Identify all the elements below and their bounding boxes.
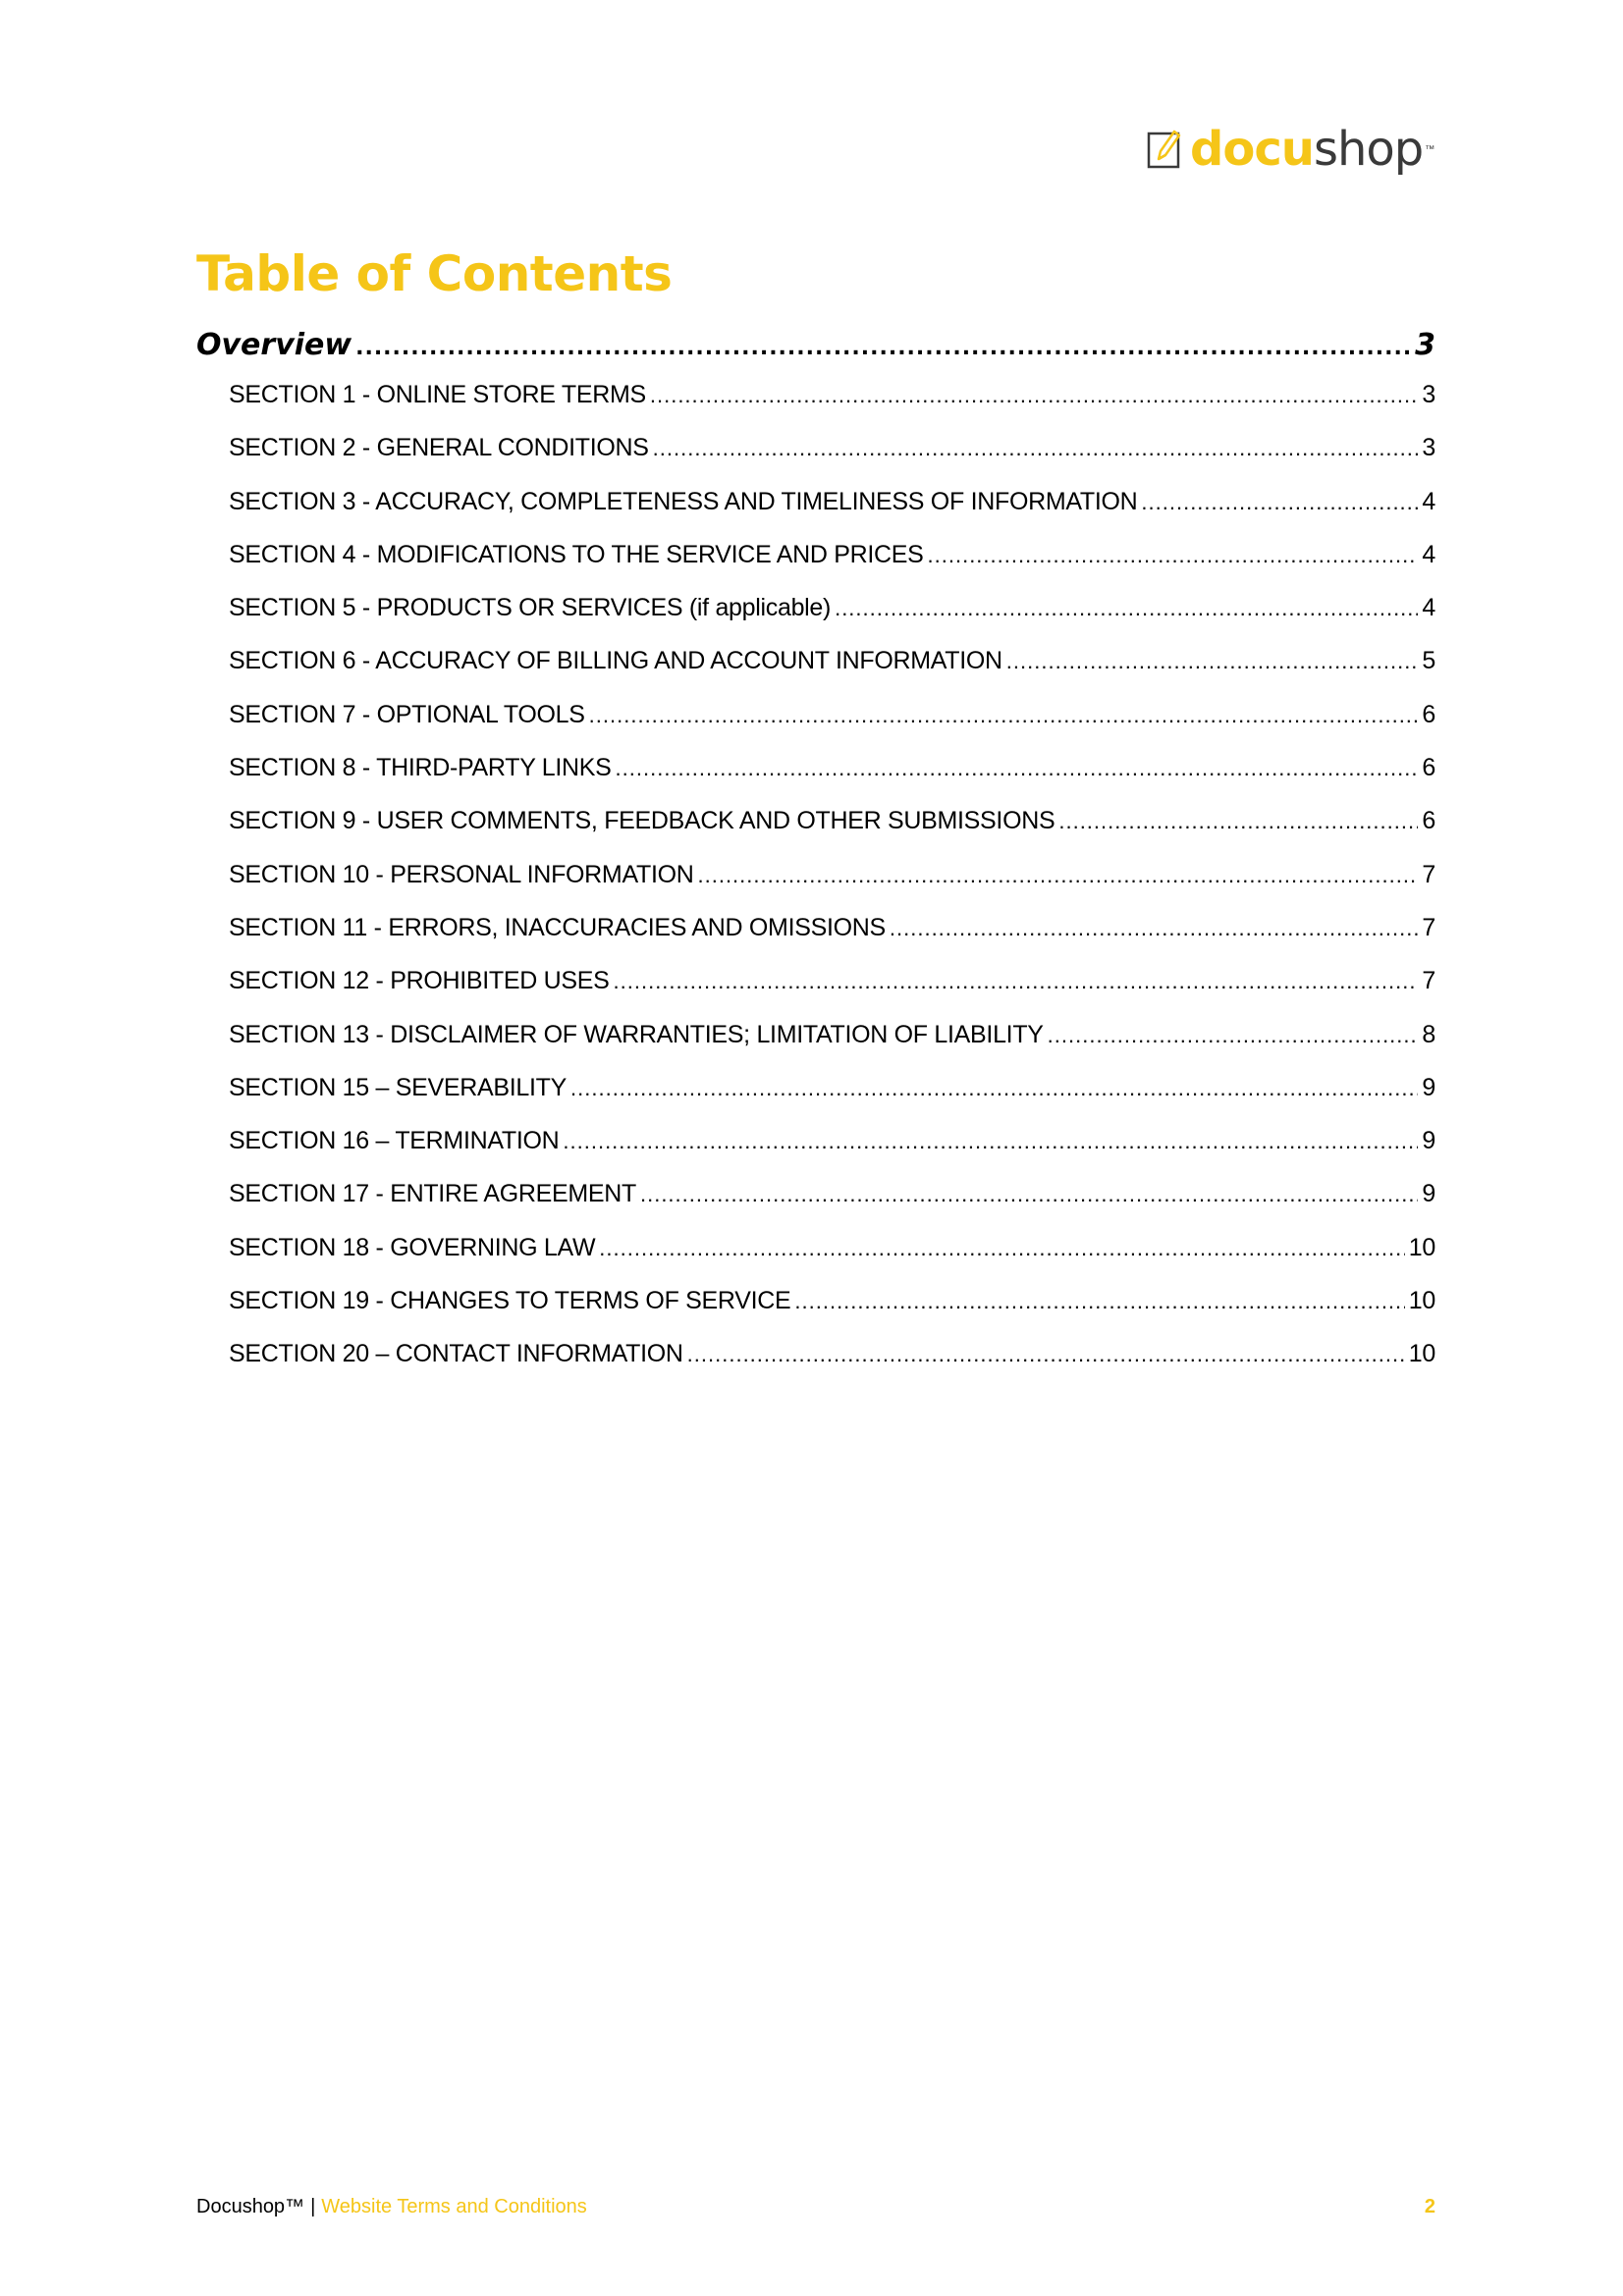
toc-entry-label: SECTION 8 - THIRD-PARTY LINKS xyxy=(229,754,612,782)
toc-entry-label: SECTION 9 - USER COMMENTS, FEEDBACK AND OTHER SUBMISSIONS xyxy=(229,807,1055,835)
toc-dot-leader xyxy=(1058,809,1418,834)
footer-page-number: 2 xyxy=(1424,2196,1435,2217)
toc-entry-page-number: 9 xyxy=(1422,1180,1435,1208)
toc-entry[interactable] xyxy=(229,1127,1435,1180)
toc-dot-leader xyxy=(616,756,1419,781)
toc-entry[interactable] xyxy=(229,914,1435,967)
toc-dot-leader xyxy=(614,969,1419,994)
footer-brand: Docushop™ xyxy=(196,2196,305,2217)
toc-entry-label: SECTION 13 - DISCLAIMER OF WARRANTIES; LIMITATION OF LIABILITY xyxy=(229,1020,1044,1048)
toc-dot-leader xyxy=(1141,490,1418,515)
toc-entry[interactable] xyxy=(229,541,1435,594)
toc-dot-leader xyxy=(698,863,1419,888)
footer-document-title: Website Terms and Conditions xyxy=(321,2196,587,2217)
toc-entry-label: SECTION 3 - ACCURACY, COMPLETENESS AND TIMELINESS OF INFORMATION xyxy=(229,487,1138,515)
toc-dot-leader xyxy=(687,1342,1405,1367)
toc-entry-page-number: 4 xyxy=(1422,540,1435,568)
toc-entry[interactable] xyxy=(229,647,1435,700)
toc-entry-label: SECTION 18 - GOVERNING LAW xyxy=(229,1233,596,1261)
toc-entry[interactable] xyxy=(229,1340,1435,1393)
toc-entry-page-number: 3 xyxy=(1415,328,1435,362)
toc-entry[interactable] xyxy=(229,861,1435,914)
toc-entry[interactable] xyxy=(229,594,1435,647)
toc-entry-page-number: 3 xyxy=(1422,434,1435,462)
toc-entry-label: SECTION 7 - OPTIONAL TOOLS xyxy=(229,700,585,728)
toc-entry-label: SECTION 5 - PRODUCTS OR SERVICES (if applicable) xyxy=(229,594,832,622)
toc-entry-page-number: 6 xyxy=(1422,700,1435,728)
toc-dot-leader xyxy=(599,1236,1405,1261)
toc-dot-leader xyxy=(355,336,1411,360)
toc-entry-page-number: 7 xyxy=(1422,967,1435,995)
toc-entry-label: SECTION 6 - ACCURACY OF BILLING AND ACCOUNT INFORMATION xyxy=(229,647,1002,675)
toc-entry[interactable] xyxy=(229,381,1435,434)
toc-entry-page-number: 7 xyxy=(1422,860,1435,888)
toc-entry-label: SECTION 19 - CHANGES TO TERMS OF SERVICE xyxy=(229,1287,791,1315)
page-footer xyxy=(196,2196,1435,2218)
toc-entry-label: SECTION 4 - MODIFICATIONS TO THE SERVICE AND PRICES xyxy=(229,540,924,568)
toc-entry-label: SECTION 15 – SEVERABILITY xyxy=(229,1073,568,1101)
toc-entry[interactable] xyxy=(229,967,1435,1020)
page-title: Table of Contents xyxy=(196,245,673,302)
toc-entry-page-number: 10 xyxy=(1408,1287,1435,1315)
toc-entry-label: SECTION 10 - PERSONAL INFORMATION xyxy=(229,860,694,888)
logo-wordmark-docu: docu xyxy=(1190,122,1314,177)
toc-entry[interactable] xyxy=(229,1234,1435,1287)
toc-dot-leader xyxy=(563,1129,1418,1154)
footer-separator: | xyxy=(310,2196,316,2217)
toc-entry[interactable] xyxy=(229,701,1435,754)
toc-dot-leader xyxy=(589,703,1419,728)
toc-dot-leader xyxy=(1048,1023,1419,1048)
toc-entry-page-number: 9 xyxy=(1422,1127,1435,1155)
toc-entry[interactable] xyxy=(229,488,1435,541)
toc-entry-page-number: 3 xyxy=(1422,381,1435,408)
logo-wordmark-shop: shop xyxy=(1313,122,1424,177)
toc-dot-leader xyxy=(794,1289,1404,1314)
toc-entry-page-number: 7 xyxy=(1422,913,1435,941)
toc-entry-label: SECTION 11 - ERRORS, INACCURACIES AND OMISSIONS xyxy=(229,913,886,941)
toc-entry-label: SECTION 20 – CONTACT INFORMATION xyxy=(229,1340,683,1368)
toc-entry-page-number: 6 xyxy=(1422,807,1435,835)
toc-entry-page-number: 9 xyxy=(1422,1073,1435,1101)
toc-dot-leader xyxy=(570,1076,1418,1101)
toc-entry-label: SECTION 1 - ONLINE STORE TERMS xyxy=(229,381,646,408)
toc-entry-page-number: 10 xyxy=(1408,1340,1435,1368)
toc-entry[interactable] xyxy=(229,1021,1435,1074)
toc-dot-leader xyxy=(928,543,1419,568)
toc-entry[interactable] xyxy=(229,1074,1435,1127)
docushop-logo xyxy=(1147,122,1434,177)
toc-entry-page-number: 4 xyxy=(1422,487,1435,515)
toc-entry-label: SECTION 2 - GENERAL CONDITIONS xyxy=(229,434,649,462)
toc-entry-label: SECTION 12 - PROHIBITED USES xyxy=(229,967,610,995)
toc-heading-entry[interactable] xyxy=(196,328,1435,377)
toc-entry[interactable] xyxy=(229,1180,1435,1233)
toc-entry-page-number: 5 xyxy=(1422,647,1435,675)
toc-entry-page-number: 10 xyxy=(1408,1233,1435,1261)
toc-dot-leader xyxy=(640,1182,1418,1207)
toc-entry[interactable] xyxy=(229,807,1435,860)
toc-entry-page-number: 6 xyxy=(1422,754,1435,782)
toc-entry-label: SECTION 16 – TERMINATION xyxy=(229,1127,560,1155)
toc-dot-leader xyxy=(653,436,1419,461)
toc-entry-page-number: 8 xyxy=(1422,1020,1435,1048)
toc-entry-label: Overview xyxy=(196,328,352,362)
table-of-contents xyxy=(196,328,1435,1394)
toc-dot-leader xyxy=(650,383,1419,408)
toc-dot-leader xyxy=(835,596,1418,621)
logo-wordmark xyxy=(1190,122,1424,177)
pencil-document-icon xyxy=(1147,128,1182,171)
toc-entry-page-number: 4 xyxy=(1422,594,1435,622)
toc-entry[interactable] xyxy=(229,754,1435,807)
logo-trademark: ™ xyxy=(1425,143,1435,155)
toc-dot-leader xyxy=(1006,649,1419,674)
toc-dot-leader xyxy=(890,916,1419,941)
toc-entry[interactable] xyxy=(229,1287,1435,1340)
toc-entry[interactable] xyxy=(229,434,1435,487)
toc-entry-label: SECTION 17 - ENTIRE AGREEMENT xyxy=(229,1180,636,1208)
